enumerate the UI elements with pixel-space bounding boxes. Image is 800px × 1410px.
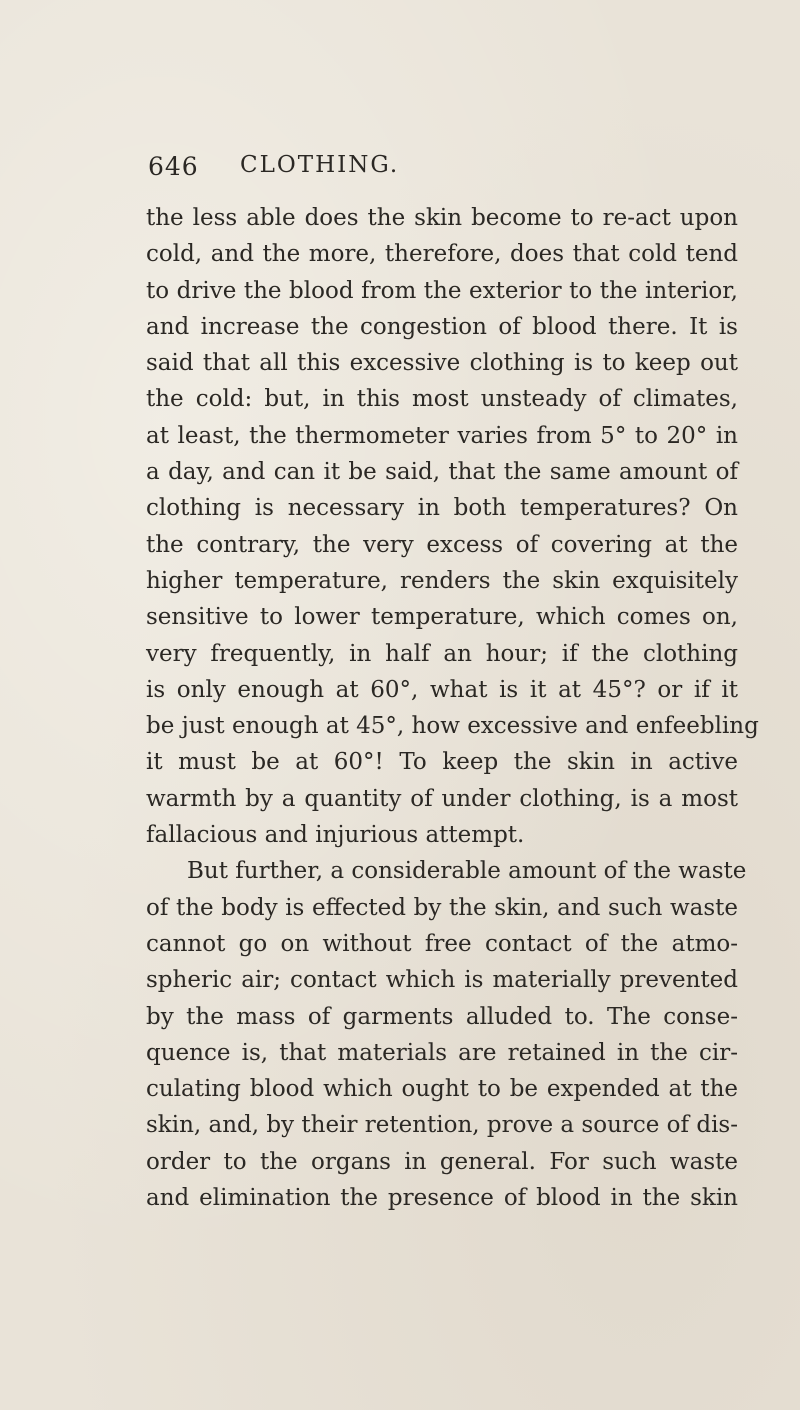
text-line: it must be at 60°! To keep the skin in active: [146, 749, 738, 776]
page-number: 646: [148, 152, 199, 181]
text-line: the less able does the skin become to re-act upon: [146, 205, 738, 231]
text-line: culating blood which ought to be expended at the: [146, 1076, 738, 1103]
text-line: and elimination the presence of blood in the skin: [146, 1185, 738, 1212]
text-line: higher temperature, renders the skin exquisitely: [146, 567, 738, 594]
text-line: very frequently, in half an hour; if the clothing: [146, 640, 738, 667]
text-line: is only enough at 60°, what is it at 45°? or if it: [146, 676, 738, 703]
text-line: cannot go on without free contact of the atmo-: [146, 930, 738, 957]
text-line-paragraph-start: But further, a considerable amount of the waste: [187, 858, 747, 885]
text-line: of the body is effected by the skin, and such waste: [146, 894, 738, 921]
text-line: spheric air; contact which is materially prevented: [146, 967, 738, 994]
text-line: cold, and the more, therefore, does that cold tend: [146, 241, 738, 268]
text-line: at least, the thermometer varies from 5° to 20° in: [146, 422, 738, 449]
text-line: clothing is necessary in both temperatures? On: [146, 495, 738, 522]
body-text: [146, 200, 759, 1216]
text-line: the cold: but, in this most unsteady of climates,: [146, 386, 738, 413]
text-line-paragraph-end: fallacious and injurious attempt.: [146, 822, 525, 849]
text-line: skin, and, by their retention, prove a source of dis-: [146, 1112, 739, 1139]
text-line: to drive the blood from the exterior to the interior,: [146, 277, 738, 304]
text-line: warmth by a quantity of under clothing, is a most: [146, 785, 738, 812]
text-line: the contrary, the very excess of covering at the: [146, 531, 738, 558]
text-line: quence is, that materials are retained in the cir-: [146, 1039, 738, 1066]
text-line: a day, and can it be said, that the same amount of: [146, 459, 738, 486]
text-line: be just enough at 45°, how excessive and enfeebling: [146, 713, 759, 740]
text-line: by the mass of garments alluded to. The conse-: [146, 1003, 738, 1030]
text-line: and increase the congestion of blood there. It is: [146, 313, 738, 340]
page-header: [148, 152, 738, 192]
running-title: CLOTHING.: [240, 152, 400, 178]
text-line: said that all this excessive clothing is to keep out: [146, 350, 738, 377]
text-line: sensitive to lower temperature, which comes on,: [146, 604, 738, 631]
text-line: order to the organs in general. For such waste: [146, 1148, 738, 1175]
